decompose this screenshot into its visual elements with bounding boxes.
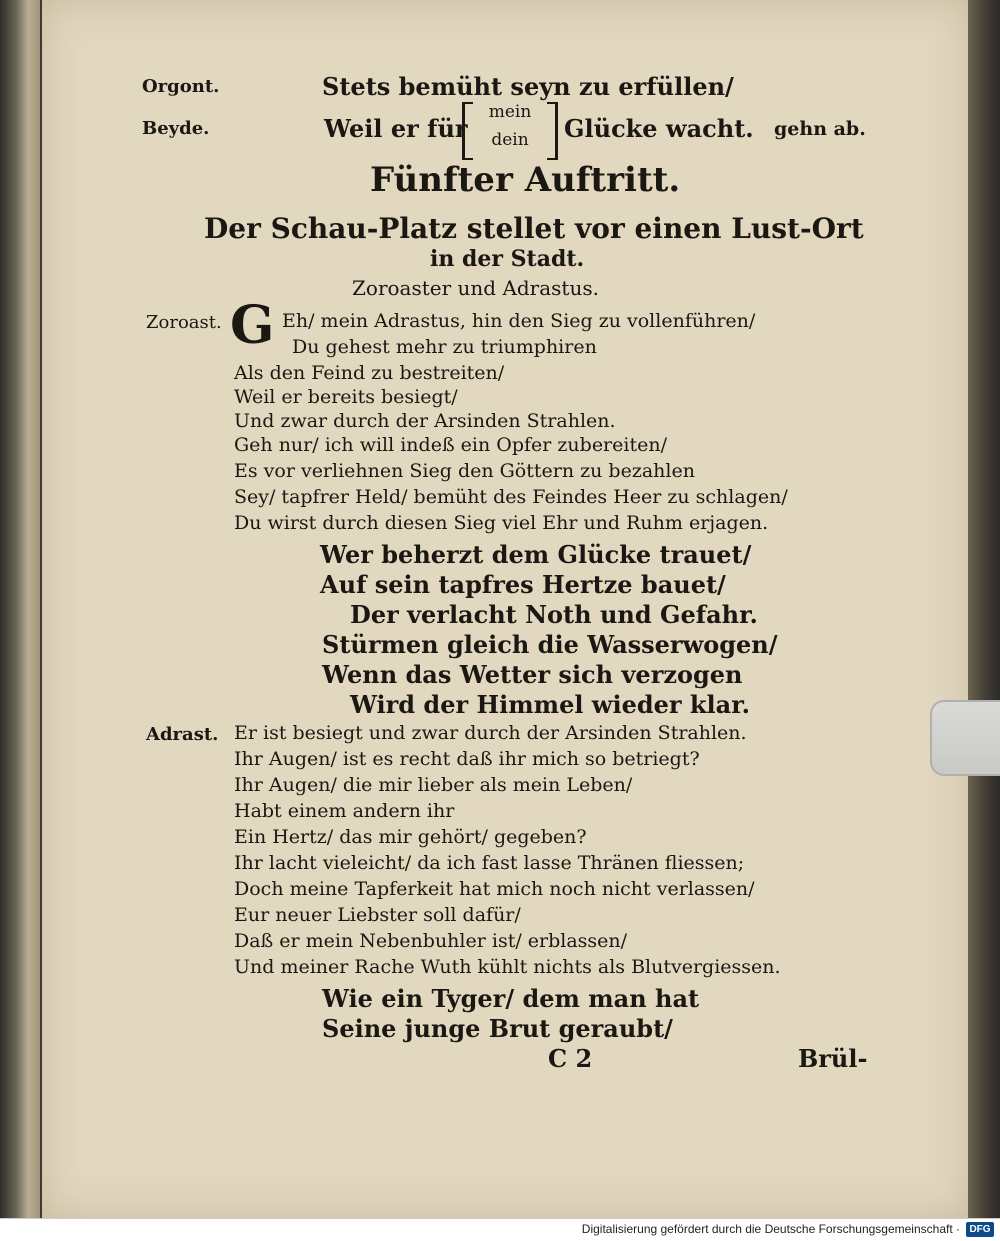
footer-bar [0, 1218, 1000, 1241]
cast-list: Zoroaster und Adrastus. [352, 276, 599, 300]
aria-line: Wie ein Tyger/ dem man hat [322, 984, 700, 1013]
bracket-word-top: mein [488, 102, 532, 122]
speaker-zoroaster: Zoroast. [146, 312, 222, 333]
verse-line: Habt einem andern ihr [234, 800, 455, 822]
verse-line: Und meiner Rache Wuth kühlt nichts als Blutvergiessen. [234, 956, 781, 978]
dfg-logo: DFG [966, 1222, 994, 1237]
bracket-word-bottom: dein [491, 130, 529, 150]
aria-line: Der verlacht Noth und Gefahr. [350, 600, 758, 629]
speaker-adrastus: Adrast. [146, 724, 219, 745]
speaker-beyde: Beyde. [142, 118, 210, 139]
verse-line: Geh nur/ ich will indeß ein Opfer zubereiten/ [234, 434, 667, 456]
aria-line: Seine junge Brut geraubt/ [322, 1014, 673, 1043]
bracket-right [547, 102, 558, 160]
page-edge [968, 0, 1000, 1218]
verse-line: Es vor verliehnen Sieg den Göttern zu bezahlen [234, 460, 695, 482]
verse-line: Stets bemüht seyn zu erfüllen/ [322, 72, 734, 101]
verse-line: Er ist besiegt und zwar durch der Arsinden Strahlen. [234, 722, 747, 744]
scene-heading: Fünfter Auftritt. [370, 160, 681, 200]
verse-line: Und zwar durch der Arsinden Strahlen. [234, 410, 616, 432]
verse-line: Ihr lacht vieleicht/ da ich fast lasse Thränen fliessen; [234, 852, 745, 874]
verse-line: Weil er für [324, 114, 468, 143]
initial-capital: G [230, 295, 275, 356]
verse-line: Glücke wacht. [564, 114, 754, 143]
stage-direction: gehn ab. [774, 118, 866, 140]
verse-line: Doch meine Tapferkeit hat mich noch nicht verlassen/ [234, 878, 755, 900]
verse-line: Ihr Augen/ ist es recht daß ihr mich so betriegt? [234, 748, 700, 770]
bracket-left [462, 102, 473, 160]
footer-credit: Digitalisierung gefördert durch die Deutsche Forschungsgemeinschaft · [581, 1222, 960, 1236]
verse-line: Eh/ mein Adrastus, hin den Sieg zu vollenführen/ [282, 310, 756, 332]
aria-line: Wird der Himmel wieder klar. [350, 690, 750, 719]
aria-line: Auf sein tapfres Hertze bauet/ [320, 570, 726, 599]
verse-line: Weil er bereits besiegt/ [234, 386, 458, 408]
verse-line: Daß er mein Nebenbuhler ist/ erblassen/ [234, 930, 628, 952]
catchword: Brül- [798, 1044, 868, 1073]
page-tab-marker [930, 700, 1000, 776]
signature-mark: C 2 [548, 1044, 593, 1073]
verse-line: Als den Feind zu bestreiten/ [234, 362, 505, 384]
aria-line: Wer beherzt dem Glücke trauet/ [320, 540, 752, 569]
verse-line: Sey/ tapfrer Held/ bemüht des Feindes Heer zu schlagen/ [234, 486, 788, 508]
speaker-orgont: Orgont. [142, 76, 220, 97]
verse-line: Du wirst durch diesen Sieg viel Ehr und Ruhm erjagen. [234, 512, 769, 534]
verse-line: Eur neuer Liebster soll dafür/ [234, 904, 521, 926]
aria-line: Wenn das Wetter sich verzogen [322, 660, 743, 689]
setting-line-2: in der Stadt. [430, 246, 585, 272]
verse-line: Ihr Augen/ die mir lieber als mein Leben/ [234, 774, 633, 796]
alternative-bracket [462, 100, 558, 160]
aria-line: Stürmen gleich die Wasserwogen/ [322, 630, 778, 659]
book-spine [0, 0, 40, 1218]
setting-line-1: Der Schau-Platz stellet vor einen Lust-Ort [204, 212, 864, 245]
verse-line: Ein Hertz/ das mir gehört/ gegeben? [234, 826, 587, 848]
verse-line: Du gehest mehr zu triumphiren [292, 336, 597, 358]
